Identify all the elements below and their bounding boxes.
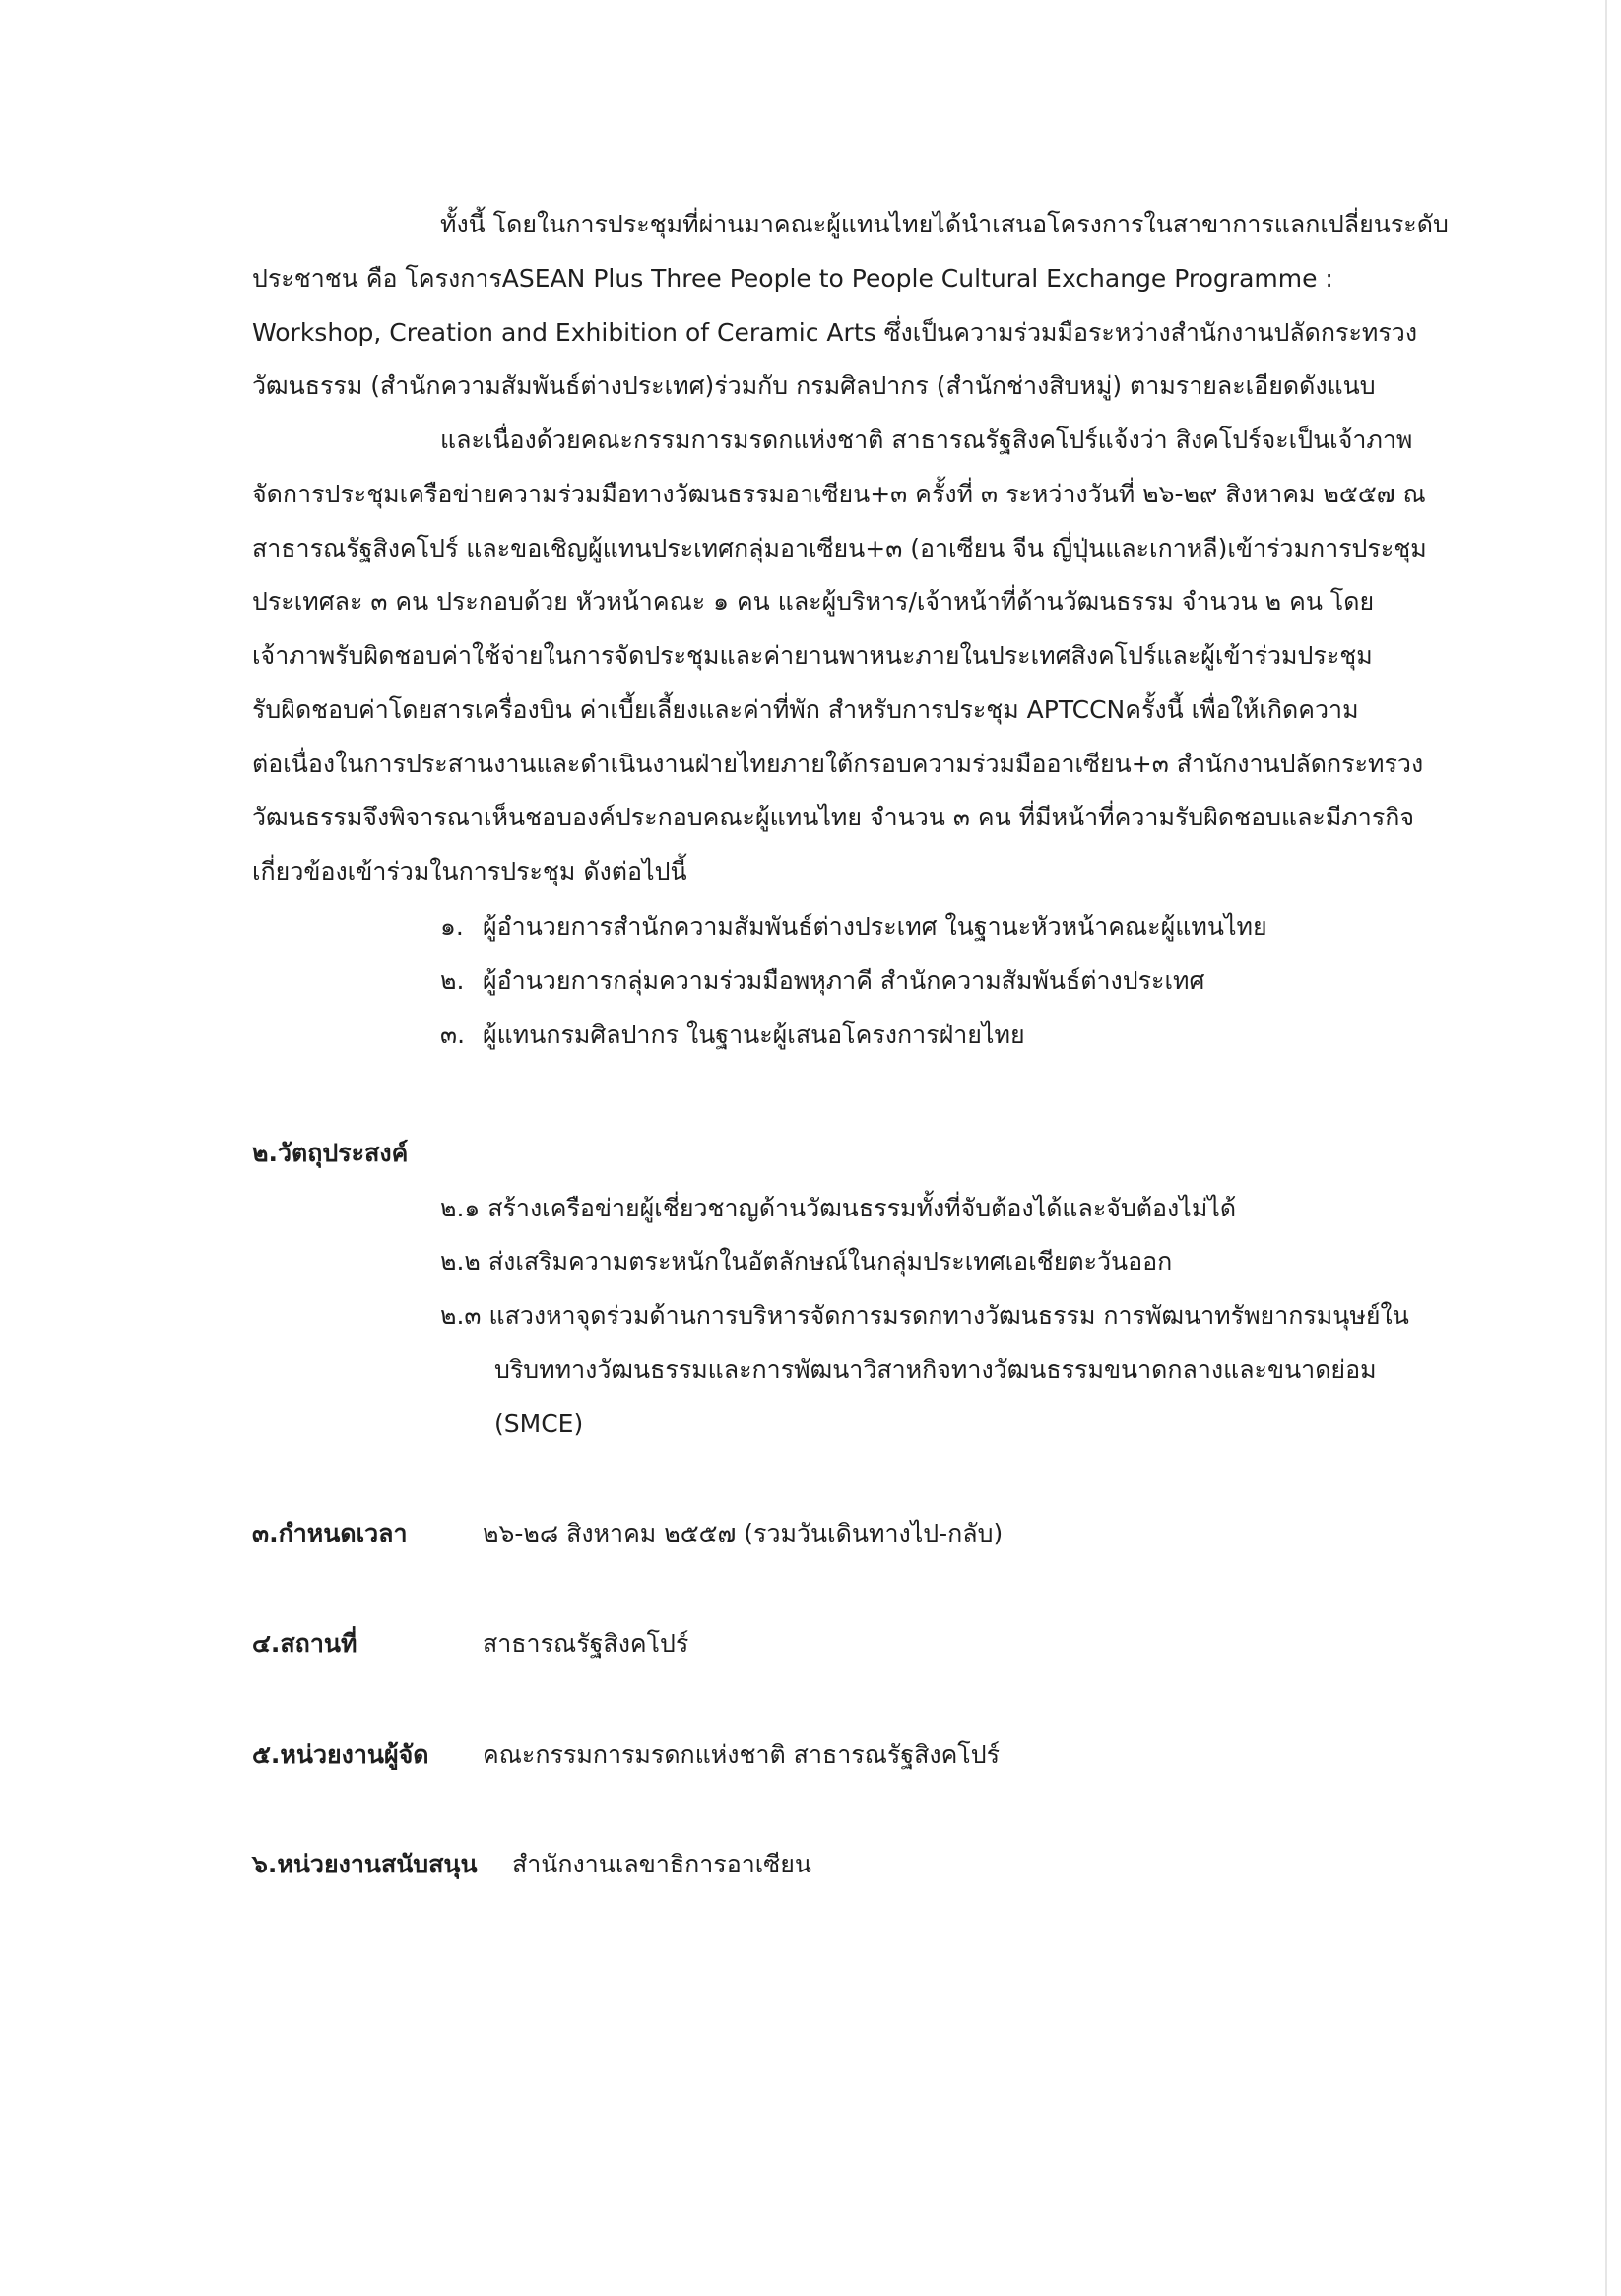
para1-line-1: ทั้งนี้ โดยในการประชุมที่ผ่านมาคณะผู้แทนไทยได้นำเสนอโครงการในสาขาการแลกเปลี่ยนระดับ (440, 210, 1449, 238)
para2-line-6: รับผิดชอบค่าโดยสารเครื่องบิน ค่าเบี้ยเลี้ยงและค่าที่พัก สำหรับการประชุม APTCCNครั้งนี้ เพื่อให้เกิดความ (252, 695, 1359, 724)
scan-edge-line (1605, 0, 1607, 2296)
objective-item-1: ๒.๑ สร้างเครือข่ายผู้เชี่ยวชาญด้านวัฒนธรรมทั้งที่จับต้องได้และจับต้องไม่ได้ (440, 1194, 1237, 1222)
schedule-value: ๒๖-๒๘ สิงหาคม ๒๕๕๗ (รวมวันเดินทางไป-กลับ) (483, 1519, 1004, 1547)
organizer-label: ๕.หน่วยงานผู้จัด (252, 1740, 429, 1769)
para2-line-5: เจ้าภาพรับผิดชอบค่าใช้จ่ายในการจัดประชุมและค่ายานพาหนะภายในประเทศสิงคโปร์และผู้เข้าร่วมประชุม (252, 641, 1373, 670)
para1-line-4: วัฒนธรรม (สำนักความสัมพันธ์ต่างประเทศ)ร่วมกับ กรมศิลปากร (สำนักช่างสิบหมู่) ตามรายละเอียดดังแนบ (252, 371, 1376, 400)
organizer-value: คณะกรรมการมรดกแห่งชาติ สาธารณรัฐสิงคโปร์ (483, 1740, 1001, 1769)
para1-line-3: Workshop, Creation and Exhibition of Ceramic Arts ซึ่งเป็นความร่วมมือระหว่างสำนักงานปลัดกระทรวง (252, 318, 1418, 347)
para2-line-9: เกี่ยวข้องเข้าร่วมในการประชุม ดังต่อไปนี้ (252, 857, 687, 886)
supporter-label: ๖.หน่วยงานสนับสนุน (252, 1850, 478, 1878)
schedule-label: ๓.กำหนดเวลา (252, 1519, 408, 1547)
para2-line-2: จัดการประชุมเครือข่ายความร่วมมือทางวัฒนธรรมอาเซียน+๓ ครั้งที่ ๓ ระหว่างวันที่ ๒๖-๒๙ สิงหาคม ๒๕๕๗ ณ (252, 480, 1426, 508)
supporter-value: สำนักงานเลขาธิการอาเซียน (512, 1850, 812, 1878)
para1-line-2: ประชาชน คือ โครงการASEAN Plus Three People to People Cultural Exchange Programme : (252, 264, 1333, 293)
venue-value: สาธารณรัฐสิงคโปร์ (483, 1629, 689, 1658)
delegate-text: ผู้อำนวยการกลุ่มความร่วมมือพหุภาคี สำนักความสัมพันธ์ต่างประเทศ (483, 966, 1205, 995)
objective-item-2: ๒.๒ ส่งเสริมความตระหนักในอัตลักษณ์ในกลุ่มประเทศเอเชียตะวันออก (440, 1247, 1173, 1276)
delegate-number: ๓. (440, 1020, 466, 1049)
para2-line-7: ต่อเนื่องในการประสานงานและดำเนินงานฝ่ายไทยภายใต้กรอบความร่วมมืออาเซียน+๓ สำนักงานปลัดกระทรวง (252, 750, 1424, 778)
para2-line-3: สาธารณรัฐสิงคโปร์ และขอเชิญผู้แทนประเทศกลุ่มอาเซียน+๓ (อาเซียน จีน ญี่ปุ่นและเกาหลี)เข้าร่วมการประชุม (252, 534, 1427, 562)
objective-item-3-line-1: ๒.๓ แสวงหาจุดร่วมด้านการบริหารจัดการมรดกทางวัฒนธรรม การพัฒนาทรัพยากรมนุษย์ใน (440, 1301, 1409, 1330)
delegate-text: ผู้แทนกรมศิลปากร ในฐานะผู้เสนอโครงการฝ่ายไทย (483, 1020, 1025, 1049)
delegate-number: ๒. (440, 966, 465, 995)
delegate-text: ผู้อำนวยการสำนักความสัมพันธ์ต่างประเทศ ในฐานะหัวหน้าคณะผู้แทนไทย (483, 912, 1267, 941)
para2-line-1: และเนื่องด้วยคณะกรรมการมรดกแห่งชาติ สาธารณรัฐสิงคโปร์แจ้งว่า สิงคโปร์จะเป็นเจ้าภาพ (440, 426, 1413, 454)
delegate-number: ๑. (440, 912, 464, 941)
para2-line-8: วัฒนธรรมจึงพิจารณาเห็นชอบองค์ประกอบคณะผู้แทนไทย จำนวน ๓ คน ที่มีหน้าที่ความรับผิดชอบและมีภารกิจ (252, 803, 1415, 831)
objective-item-3-line-2: บริบททางวัฒนธรรมและการพัฒนาวิสาหกิจทางวัฒนธรรมขนาดกลางและขนาดย่อม (494, 1355, 1377, 1384)
venue-label: ๔.สถานที่ (252, 1629, 357, 1658)
para2-line-4: ประเทศละ ๓ คน ประกอบด้วย หัวหน้าคณะ ๑ คน และผู้บริหาร/เจ้าหน้าที่ด้านวัฒนธรรม จำนวน ๒ คน โดย (252, 587, 1375, 616)
objectives-heading: ๒.วัตถุประสงค์ (252, 1139, 409, 1167)
objective-item-3-line-3: (SMCE) (494, 1410, 584, 1438)
